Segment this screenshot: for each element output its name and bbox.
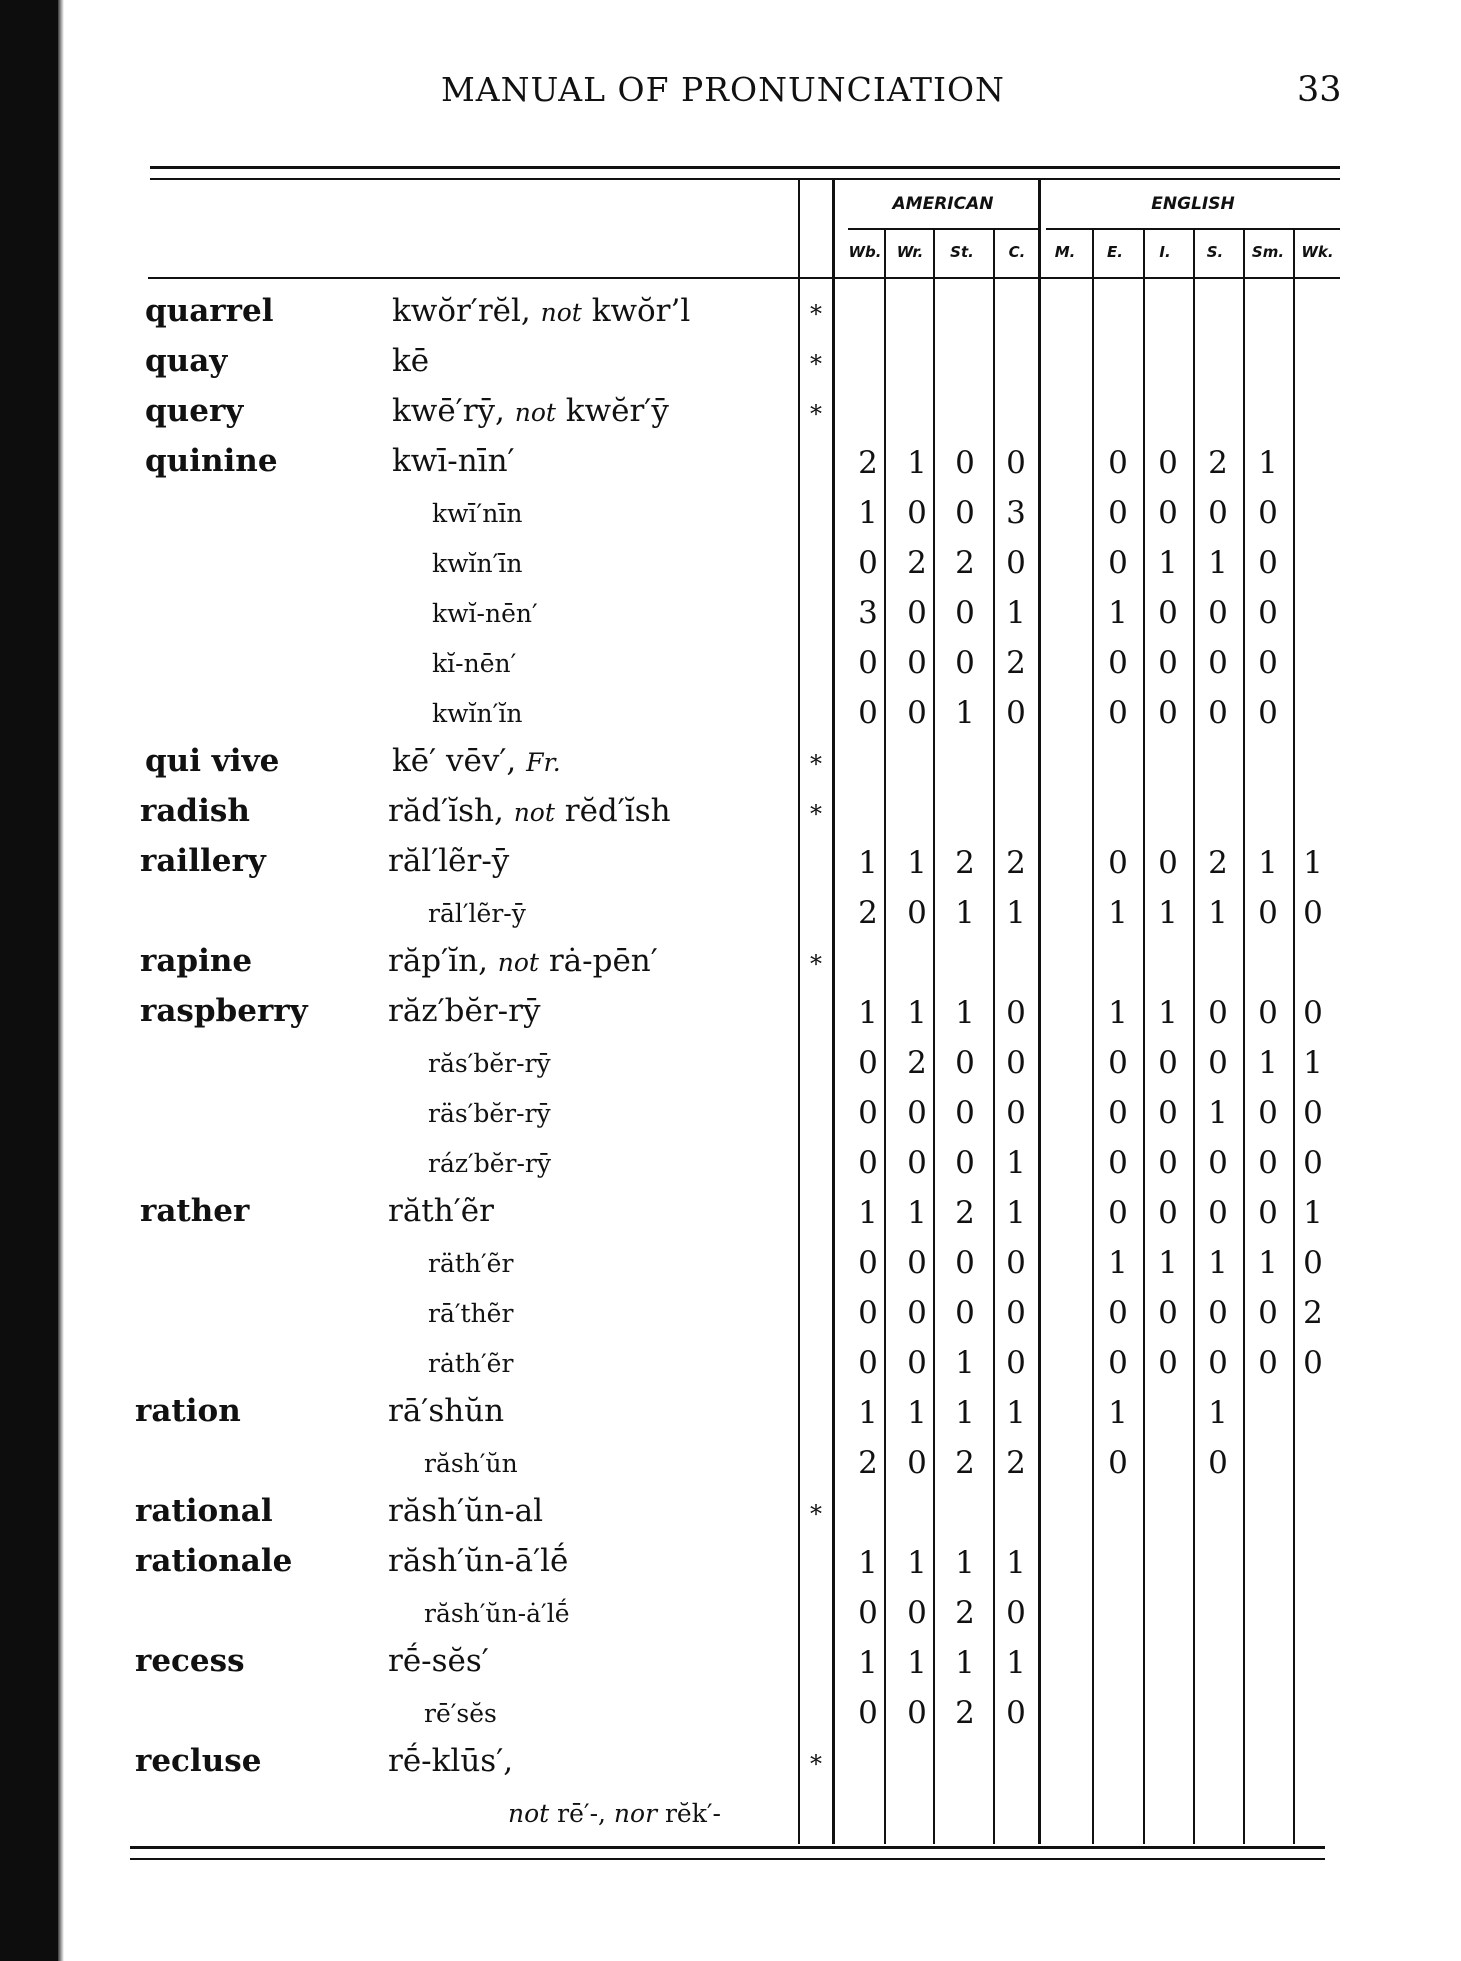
vote-cell: 0 <box>1108 1445 1128 1481</box>
vote-cell: 0 <box>1108 495 1128 531</box>
vote-cell: 1 <box>858 495 878 531</box>
vote-cell: 1 <box>955 1345 975 1381</box>
group-header-english: ENGLISH <box>1151 194 1235 214</box>
vote-cell: 0 <box>955 1145 975 1181</box>
pron-text: răd′ĭsh, <box>388 793 514 829</box>
vote-cell: 0 <box>1108 645 1128 681</box>
vote-cell: 2 <box>1208 445 1228 481</box>
vote-cell: 0 <box>858 1595 878 1631</box>
vote-cell: 0 <box>1303 1245 1323 1281</box>
preferred-marker: * <box>810 800 822 828</box>
vote-cell: 0 <box>907 1595 927 1631</box>
vote-cell: 0 <box>1303 995 1323 1031</box>
vote-cell: 0 <box>907 1445 927 1481</box>
bottom-rule <box>130 1846 1325 1849</box>
variant-pronunciation <box>428 1149 551 1178</box>
vote-cell: 0 <box>1208 1045 1228 1081</box>
entry-word: query <box>145 393 244 429</box>
entry-word: quarrel <box>145 293 274 329</box>
vote-cell: 1 <box>1108 1395 1128 1431</box>
vote-cell: 0 <box>1258 1095 1278 1131</box>
vote-cell: 0 <box>1158 695 1178 731</box>
vote-cell: 1 <box>1006 895 1026 931</box>
vote-cell: 0 <box>1258 995 1278 1031</box>
vote-cell: 0 <box>1208 1445 1228 1481</box>
variant-pronunciation <box>432 549 522 578</box>
pron-text: kwŏr′rĕl, <box>392 293 541 329</box>
vote-cell: 1 <box>955 895 975 931</box>
vote-cell: 1 <box>1208 1245 1228 1281</box>
vote-cell: 0 <box>1006 445 1026 481</box>
entry-pronunciation <box>388 1393 504 1429</box>
vote-cell: 0 <box>1006 1695 1026 1731</box>
vote-cell: 1 <box>858 1545 878 1581</box>
vote-cell: 2 <box>955 845 975 881</box>
vote-cell: 1 <box>1208 545 1228 581</box>
vote-cell: 1 <box>907 1195 927 1231</box>
vote-cell: 1 <box>1006 1145 1026 1181</box>
vote-cell: 1 <box>1208 895 1228 931</box>
vote-cell: 2 <box>955 1195 975 1231</box>
col-header-s: S. <box>1206 243 1224 261</box>
pron-note: not <box>497 948 539 977</box>
vote-cell: 0 <box>1258 495 1278 531</box>
pron-text: răs′bĕr-rȳ <box>428 1049 551 1078</box>
entry-pronunciation <box>392 443 515 479</box>
pron-text: rāl′lẽr-ȳ <box>428 899 526 928</box>
entry-word: recess <box>135 1643 245 1679</box>
vote-cell: 0 <box>1108 1295 1128 1331</box>
vote-cell: 1 <box>907 1395 927 1431</box>
vote-cell: 1 <box>1108 595 1128 631</box>
vote-cell: 0 <box>1303 895 1323 931</box>
vote-cell: 1 <box>1158 545 1178 581</box>
variant-pronunciation <box>428 1249 513 1278</box>
vote-cell: 1 <box>1158 1245 1178 1281</box>
preferred-marker: * <box>810 750 822 778</box>
vote-cell: 2 <box>1303 1295 1323 1331</box>
vote-cell: 3 <box>858 595 878 631</box>
vote-cell: 1 <box>1006 595 1026 631</box>
pron-text: răsh′ŭn-al <box>388 1493 544 1529</box>
vote-cell: 0 <box>907 645 927 681</box>
variant-pronunciation <box>424 1699 497 1728</box>
bottom-rule-thin <box>130 1858 1325 1860</box>
col-header-sm: Sm. <box>1251 243 1285 261</box>
vote-cell: 1 <box>1303 1045 1323 1081</box>
vote-cell: 0 <box>1108 695 1128 731</box>
entry-word: radish <box>140 793 250 829</box>
page-number: 33 <box>1297 70 1342 110</box>
vote-cell: 1 <box>858 1395 878 1431</box>
vote-cell: 1 <box>955 1545 975 1581</box>
vote-cell: 0 <box>1006 995 1026 1031</box>
pron-text: kĭ-nēn′ <box>432 649 517 678</box>
col-header-wk: Wk. <box>1301 243 1334 261</box>
vote-cell: 0 <box>1108 845 1128 881</box>
vote-cell: 0 <box>1006 1295 1026 1331</box>
pron-text: rḗ-klūs′, <box>388 1743 514 1779</box>
preferred-marker: * <box>810 300 822 328</box>
pron-text: rā′shŭn <box>388 1393 505 1429</box>
entry-pronunciation <box>388 1743 513 1779</box>
vote-cell: 0 <box>1258 1295 1278 1331</box>
vote-cell: 0 <box>955 1045 975 1081</box>
pron-alt: rȧ-pēn′ <box>538 943 658 979</box>
running-head: MANUAL OF PRONUNCIATION <box>441 70 1005 109</box>
preferred-marker: * <box>810 1750 822 1778</box>
vote-cell: 1 <box>858 1645 878 1681</box>
vote-cell: 1 <box>858 995 878 1031</box>
pron-text: răsh′ŭn <box>424 1449 518 1478</box>
vote-cell: 1 <box>907 995 927 1031</box>
vote-cell: 1 <box>955 1395 975 1431</box>
vote-cell: 1 <box>907 1545 927 1581</box>
vote-cell: 0 <box>1108 1345 1128 1381</box>
col-header-c: C. <box>1008 243 1026 261</box>
vote-cell: 1 <box>907 445 927 481</box>
vote-cell: 1 <box>907 1645 927 1681</box>
vote-cell: 0 <box>955 595 975 631</box>
vote-cell: 0 <box>1258 545 1278 581</box>
vote-cell: 0 <box>1158 645 1178 681</box>
vote-cell: 0 <box>907 1145 927 1181</box>
vote-cell: 1 <box>1303 1195 1323 1231</box>
variant-pronunciation <box>428 1049 551 1078</box>
vote-cell: 0 <box>858 1345 878 1381</box>
vote-cell: 0 <box>1158 1045 1178 1081</box>
entry-word: rapine <box>140 943 253 979</box>
vote-cell: 1 <box>1258 445 1278 481</box>
pron-text: kwĭn′ĭn <box>432 699 523 728</box>
vote-cell: 0 <box>955 1245 975 1281</box>
vote-cell: 1 <box>1258 1045 1278 1081</box>
pron-note: not <box>508 1799 550 1828</box>
entry-word: raspberry <box>140 993 308 1029</box>
col-line-9 <box>1293 230 1295 1844</box>
vote-cell: 0 <box>858 1295 878 1331</box>
pron-text: kwē′rȳ, <box>392 393 515 429</box>
col-header-i: I. <box>1159 243 1171 261</box>
variant-pronunciation <box>428 1099 551 1128</box>
binding-shadow <box>0 0 58 1961</box>
vote-cell: 1 <box>1208 1395 1228 1431</box>
vote-cell: 0 <box>1158 1095 1178 1131</box>
vote-cell: 2 <box>955 1695 975 1731</box>
star-column-left-line <box>798 180 800 1844</box>
vote-cell: 0 <box>907 1295 927 1331</box>
vote-cell: 0 <box>1158 845 1178 881</box>
vote-cell: 2 <box>1208 845 1228 881</box>
vote-cell: 0 <box>1006 1095 1026 1131</box>
vote-cell: 1 <box>1258 1245 1278 1281</box>
vote-cell: 1 <box>955 695 975 731</box>
pron-note: not <box>514 398 556 427</box>
vote-cell: 1 <box>955 995 975 1031</box>
vote-cell: 1 <box>1258 845 1278 881</box>
col-header-wb: Wb. <box>848 243 882 261</box>
pron-text: rḗ-sĕs′ <box>388 1643 489 1679</box>
vote-cell: 0 <box>858 1245 878 1281</box>
top-rule <box>150 166 1340 169</box>
vote-cell: 0 <box>1158 595 1178 631</box>
american-header-rule <box>848 228 1038 230</box>
vote-cell: 0 <box>907 1095 927 1131</box>
group-header-american: AMERICAN <box>892 194 994 214</box>
vote-cell: 2 <box>858 445 878 481</box>
pron-text: kwī-nīn′ <box>392 443 515 479</box>
vote-cell: 0 <box>858 1145 878 1181</box>
entry-word: qui vive <box>145 743 280 779</box>
vote-cell: 1 <box>1108 895 1128 931</box>
vote-cell: 0 <box>907 495 927 531</box>
vote-cell: 0 <box>1108 1145 1128 1181</box>
vote-cell: 0 <box>1208 1145 1228 1181</box>
vote-cell: 0 <box>1258 1195 1278 1231</box>
pron-text: ráz′bĕr-rȳ <box>428 1149 551 1178</box>
vote-cell: 2 <box>907 1045 927 1081</box>
pron-text: rā′thẽr <box>428 1299 514 1328</box>
entry-word: rational <box>135 1493 273 1529</box>
vote-cell: 0 <box>907 695 927 731</box>
vote-cell: 0 <box>1006 545 1026 581</box>
vote-cell: 0 <box>1158 1345 1178 1381</box>
vote-cell: 1 <box>1006 1195 1026 1231</box>
pron-note: not <box>540 298 582 327</box>
vote-cell: 0 <box>907 1245 927 1281</box>
top-rule-thin <box>150 178 1340 180</box>
entry-pronunciation <box>388 843 509 879</box>
pron-note: Fr. <box>526 748 561 777</box>
vote-cell: 0 <box>1158 1145 1178 1181</box>
vote-cell: 1 <box>1158 995 1178 1031</box>
entry-pronunciation <box>388 1543 568 1579</box>
vote-cell: 2 <box>1006 1445 1026 1481</box>
pron-text: räth′ẽr <box>428 1249 514 1278</box>
pron-text: kē′ vēv′, <box>392 743 527 779</box>
pron-alt: kwĕr′ȳ <box>555 393 669 429</box>
vote-cell: 1 <box>907 845 927 881</box>
pron-text: răsh′ŭn-ȧ′lḗ <box>424 1599 570 1628</box>
vote-cell: 1 <box>1108 1245 1128 1281</box>
vote-cell: 0 <box>907 895 927 931</box>
vote-cell: 0 <box>1303 1095 1323 1131</box>
vote-cell: 0 <box>1208 1345 1228 1381</box>
vote-cell: 3 <box>1006 495 1026 531</box>
pron-text: rē′sĕs <box>424 1699 497 1728</box>
pron-text: rȧth′ẽr <box>428 1349 514 1378</box>
vote-cell: 0 <box>1158 1295 1178 1331</box>
vote-cell: 0 <box>1108 445 1128 481</box>
variant-pronunciation <box>432 599 538 628</box>
variant-pronunciation <box>508 1799 721 1828</box>
vote-cell: 0 <box>1158 1195 1178 1231</box>
vote-cell: 2 <box>955 1595 975 1631</box>
variant-pronunciation <box>424 1599 569 1628</box>
entry-pronunciation <box>392 393 669 429</box>
entry-pronunciation <box>392 743 561 779</box>
vote-cell: 0 <box>955 495 975 531</box>
vote-cell: 1 <box>1208 1095 1228 1131</box>
variant-pronunciation <box>428 899 526 928</box>
entry-word: raillery <box>140 843 266 879</box>
entry-pronunciation <box>388 993 541 1029</box>
vote-cell: 2 <box>955 545 975 581</box>
vote-cell: 2 <box>1006 845 1026 881</box>
variant-pronunciation <box>432 499 522 528</box>
entry-pronunciation <box>388 943 658 979</box>
vote-cell: 0 <box>1006 1345 1026 1381</box>
vote-cell: 0 <box>1006 1595 1026 1631</box>
vote-cell: 0 <box>1006 1245 1026 1281</box>
vote-cell: 0 <box>1108 1195 1128 1231</box>
vote-cell: 0 <box>907 1695 927 1731</box>
vote-cell: 0 <box>1006 1045 1026 1081</box>
pron-text: kwĭn′īn <box>432 549 523 578</box>
vote-cell: 0 <box>1208 995 1228 1031</box>
vote-cell: 2 <box>907 545 927 581</box>
binding-edge <box>58 0 64 1961</box>
pron-text: răsh′ŭn-ā′lḗ <box>388 1543 569 1579</box>
col-header-m: M. <box>1054 243 1076 261</box>
preferred-marker: * <box>810 400 822 428</box>
pron-alt: rĕd′ĭsh <box>554 793 671 829</box>
entry-pronunciation <box>388 1643 489 1679</box>
vote-cell: 2 <box>858 1445 878 1481</box>
vote-cell: 1 <box>1158 895 1178 931</box>
vote-cell: 1 <box>1303 845 1323 881</box>
column-head-rule <box>148 277 1340 279</box>
pron-text: răp′ĭn, <box>388 943 498 979</box>
preferred-marker: * <box>810 350 822 378</box>
vote-cell: 1 <box>858 845 878 881</box>
pron-note: nor <box>613 1799 658 1828</box>
pron-alt: rē′-, <box>549 1799 614 1828</box>
vote-cell: 0 <box>1158 445 1178 481</box>
vote-cell: 1 <box>1006 1545 1026 1581</box>
vote-cell: 0 <box>1258 1345 1278 1381</box>
vote-cell: 0 <box>1208 645 1228 681</box>
vote-cell: 0 <box>907 1345 927 1381</box>
pron-note: not <box>513 798 555 827</box>
vote-cell: 1 <box>1006 1395 1026 1431</box>
vote-cell: 0 <box>955 445 975 481</box>
vote-cell: 0 <box>1108 1045 1128 1081</box>
entry-pronunciation <box>392 293 690 329</box>
variant-pronunciation <box>428 1349 513 1378</box>
entry-pronunciation <box>388 1193 494 1229</box>
vote-cell: 0 <box>858 545 878 581</box>
pron-text: răz′bĕr-rȳ <box>388 993 541 1029</box>
preferred-marker: * <box>810 1500 822 1528</box>
entry-word: recluse <box>135 1743 262 1779</box>
entry-pronunciation <box>392 343 429 379</box>
vote-cell: 0 <box>1258 695 1278 731</box>
vote-cell: 0 <box>1108 1095 1128 1131</box>
vote-cell: 0 <box>1303 1345 1323 1381</box>
pron-text: kē <box>392 343 430 379</box>
pron-text: kwī′nīn <box>432 499 523 528</box>
vote-cell: 0 <box>858 645 878 681</box>
vote-cell: 2 <box>955 1445 975 1481</box>
variant-pronunciation <box>432 649 516 678</box>
vote-cell: 0 <box>1006 695 1026 731</box>
vote-cell: 0 <box>1208 495 1228 531</box>
entry-word: ration <box>135 1393 241 1429</box>
vote-cell: 0 <box>858 1095 878 1131</box>
vote-cell: 1 <box>955 1645 975 1681</box>
pron-text: răl′lẽr-ȳ <box>388 843 510 879</box>
variant-pronunciation <box>424 1449 518 1478</box>
entry-word: quay <box>145 343 228 379</box>
vote-cell: 0 <box>858 1045 878 1081</box>
pron-alt: rĕk′- <box>657 1799 721 1828</box>
entry-pronunciation <box>388 793 671 829</box>
vote-cell: 0 <box>858 1695 878 1731</box>
pron-text: kwĭ-nēn′ <box>432 599 538 628</box>
vote-cell: 0 <box>1258 645 1278 681</box>
variant-pronunciation <box>428 1299 513 1328</box>
vote-cell: 1 <box>1108 995 1128 1031</box>
preferred-marker: * <box>810 950 822 978</box>
entry-word: rather <box>140 1193 250 1229</box>
pron-text: räs′bĕr-rȳ <box>428 1099 551 1128</box>
vote-cell: 0 <box>858 695 878 731</box>
vote-cell: 0 <box>1158 495 1178 531</box>
vote-cell: 0 <box>955 645 975 681</box>
col-header-st: St. <box>950 243 974 261</box>
vote-cell: 0 <box>1258 1145 1278 1181</box>
vote-cell: 0 <box>1258 595 1278 631</box>
vote-cell: 0 <box>1303 1145 1323 1181</box>
vote-cell: 2 <box>1006 645 1026 681</box>
vote-cell: 0 <box>1208 595 1228 631</box>
vote-cell: 1 <box>858 1195 878 1231</box>
vote-cell: 0 <box>907 595 927 631</box>
vote-cell: 0 <box>955 1295 975 1331</box>
entry-pronunciation <box>388 1493 543 1529</box>
pron-alt: kwŏr’l <box>581 293 691 329</box>
col-header-wr: Wr. <box>896 243 924 261</box>
col-header-e: E. <box>1107 243 1123 261</box>
vote-cell: 2 <box>858 895 878 931</box>
vote-cell: 0 <box>955 1095 975 1131</box>
vote-cell: 1 <box>1006 1645 1026 1681</box>
vote-cell: 0 <box>1258 895 1278 931</box>
variant-pronunciation <box>432 699 522 728</box>
star-column-right-line <box>832 180 835 1844</box>
pron-text: răth′ẽr <box>388 1193 494 1229</box>
vote-cell: 0 <box>1208 1295 1228 1331</box>
entry-word: rationale <box>135 1543 293 1579</box>
vote-cell: 0 <box>1208 1195 1228 1231</box>
vote-cell: 0 <box>1108 545 1128 581</box>
vote-cell: 0 <box>1208 695 1228 731</box>
entry-word: quinine <box>145 443 278 479</box>
